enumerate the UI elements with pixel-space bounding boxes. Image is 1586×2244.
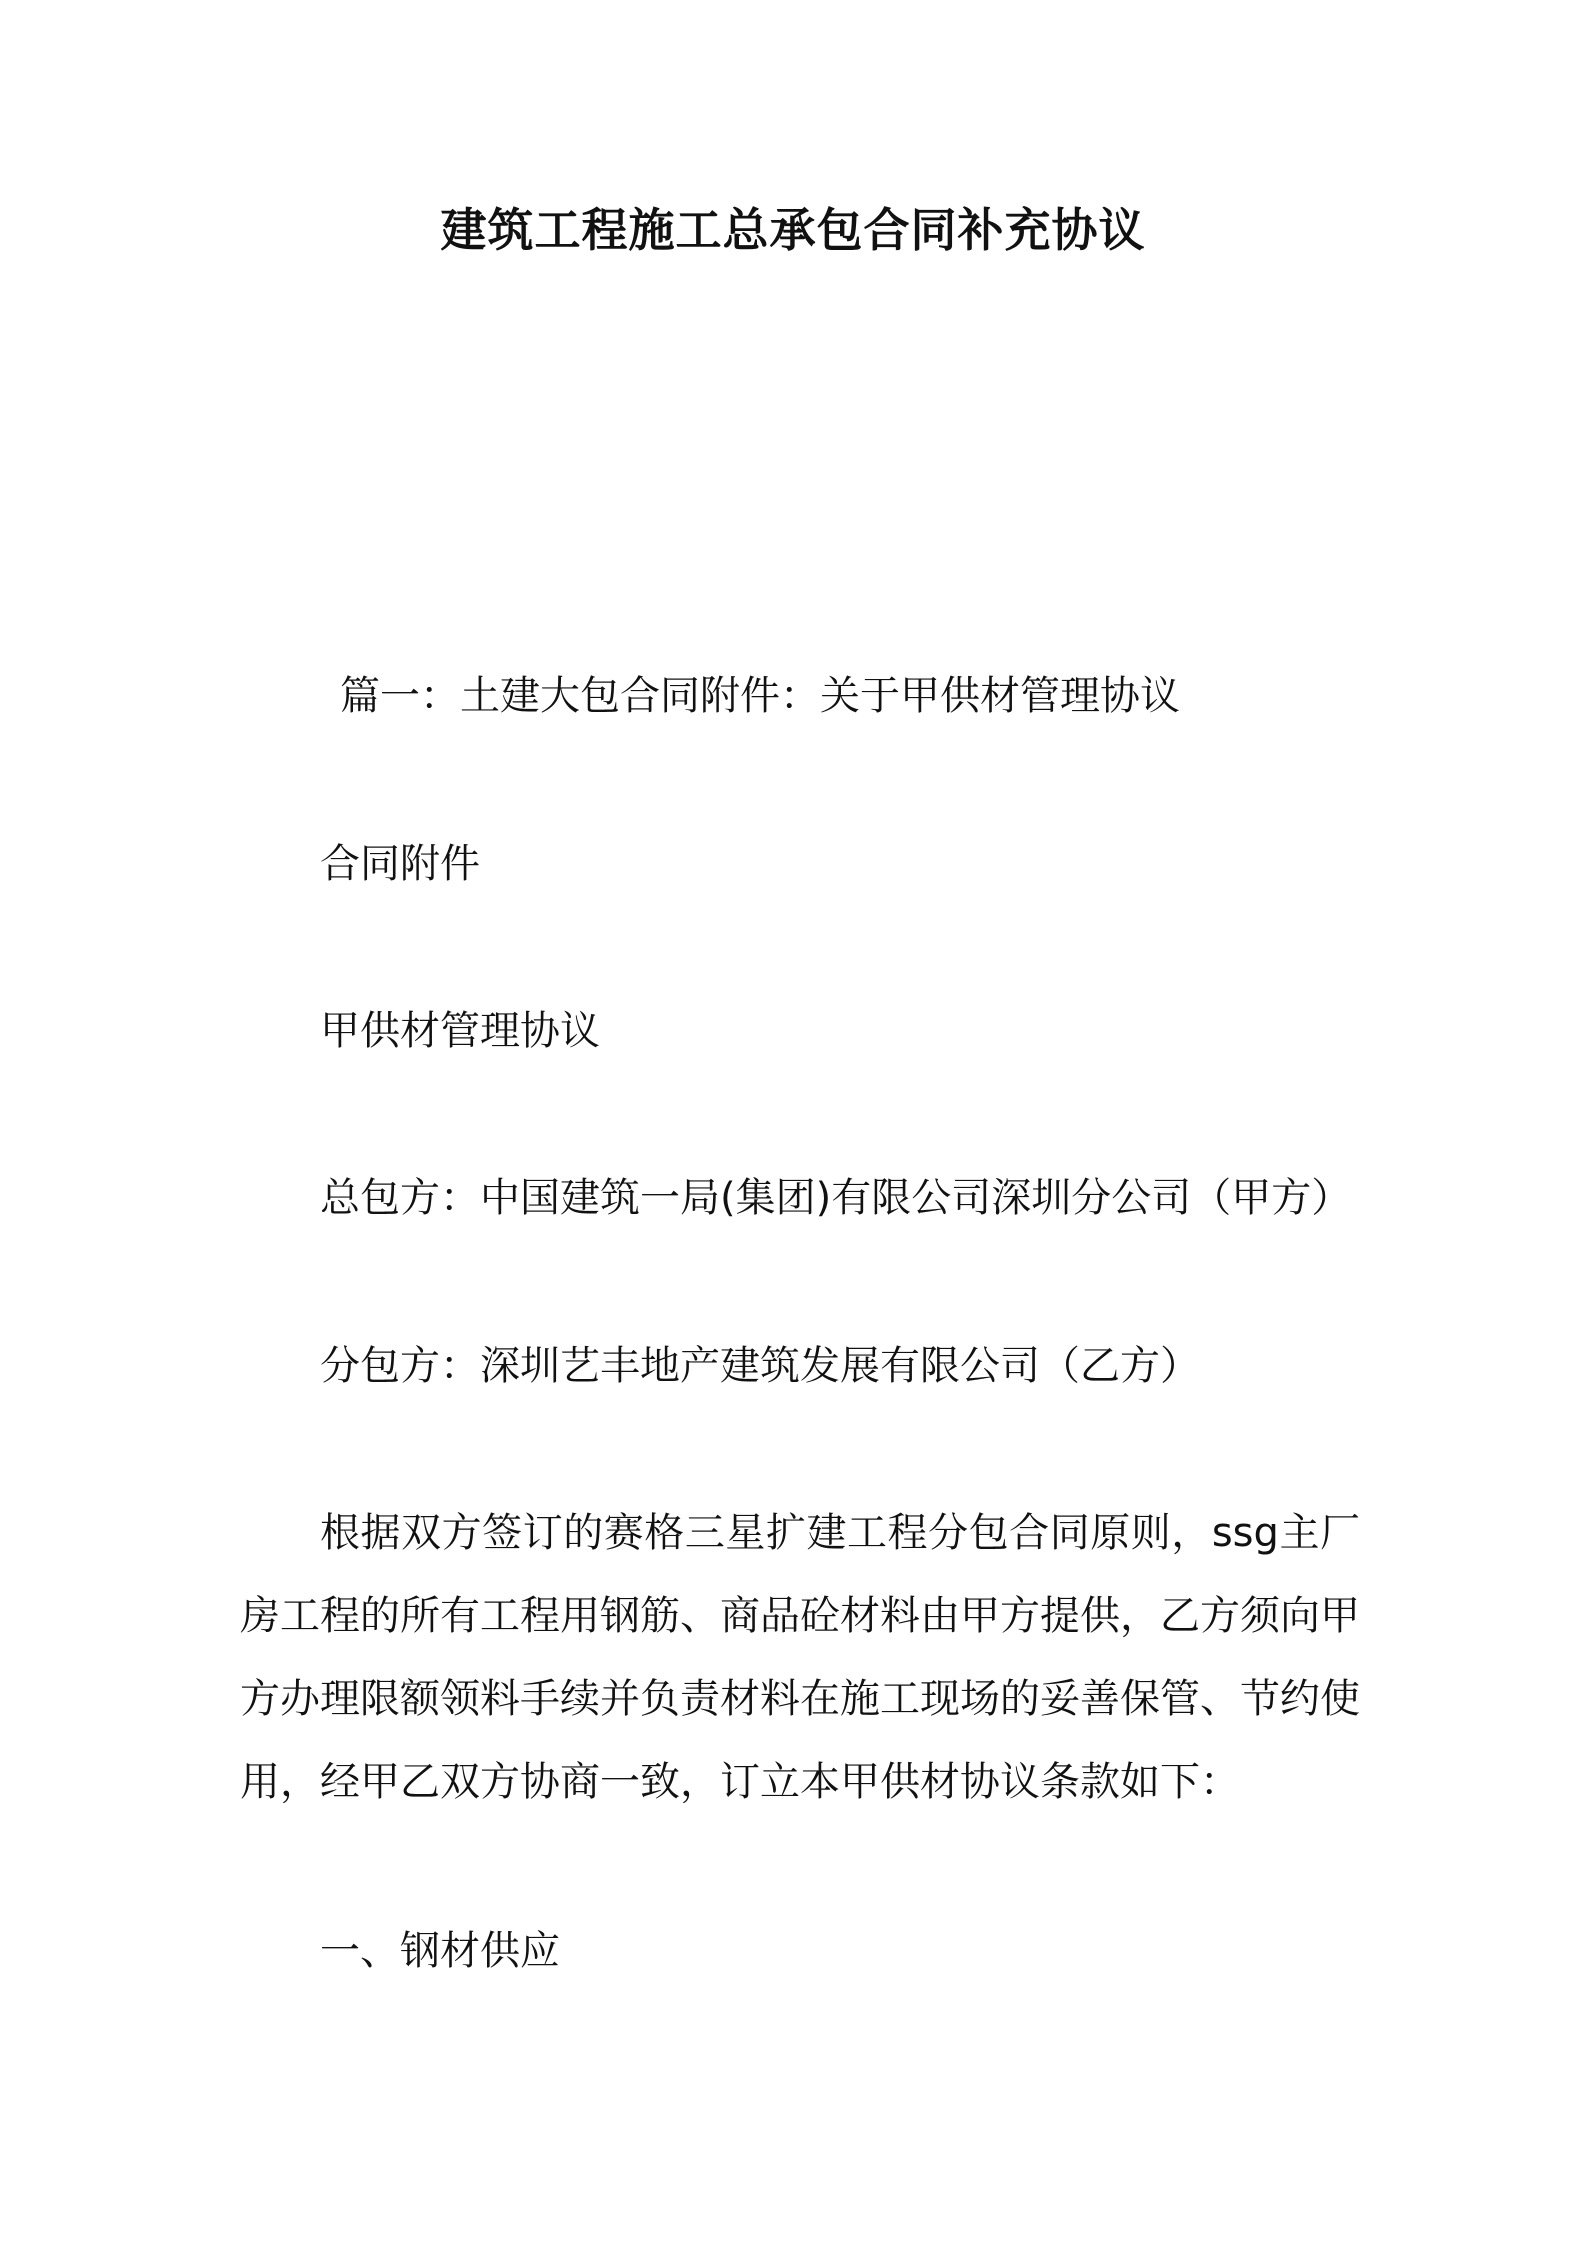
party-b-line: 分包方：深圳艺丰地产建筑发展有限公司（乙方） [320,1343,1200,1389]
document-title: 建筑工程施工总承包合同补充协议 [440,203,1146,257]
agreement-name: 甲供材管理协议 [320,1008,600,1054]
intro-paragraph: 根据双方签订的赛格三星扩建工程分包合同原则，ssg主厂房工程的所有工程用钢筋、商品砼材料由甲方提供，乙方须向甲方办理限额领料手续并负责材料在施工现场的妥善保管、节约使用，经甲乙双方协商一致，订立本甲供材协议条款如下： [240,1510,1360,1805]
section-heading: 篇一：土建大包合同附件：关于甲供材管理协议 [340,673,1180,719]
party-a-line: 总包方：中国建筑一局(集团)有限公司深圳分公司（甲方） [320,1175,1352,1221]
clause-1-heading: 一、钢材供应 [320,1928,560,1974]
attachment-label: 合同附件 [320,841,480,887]
